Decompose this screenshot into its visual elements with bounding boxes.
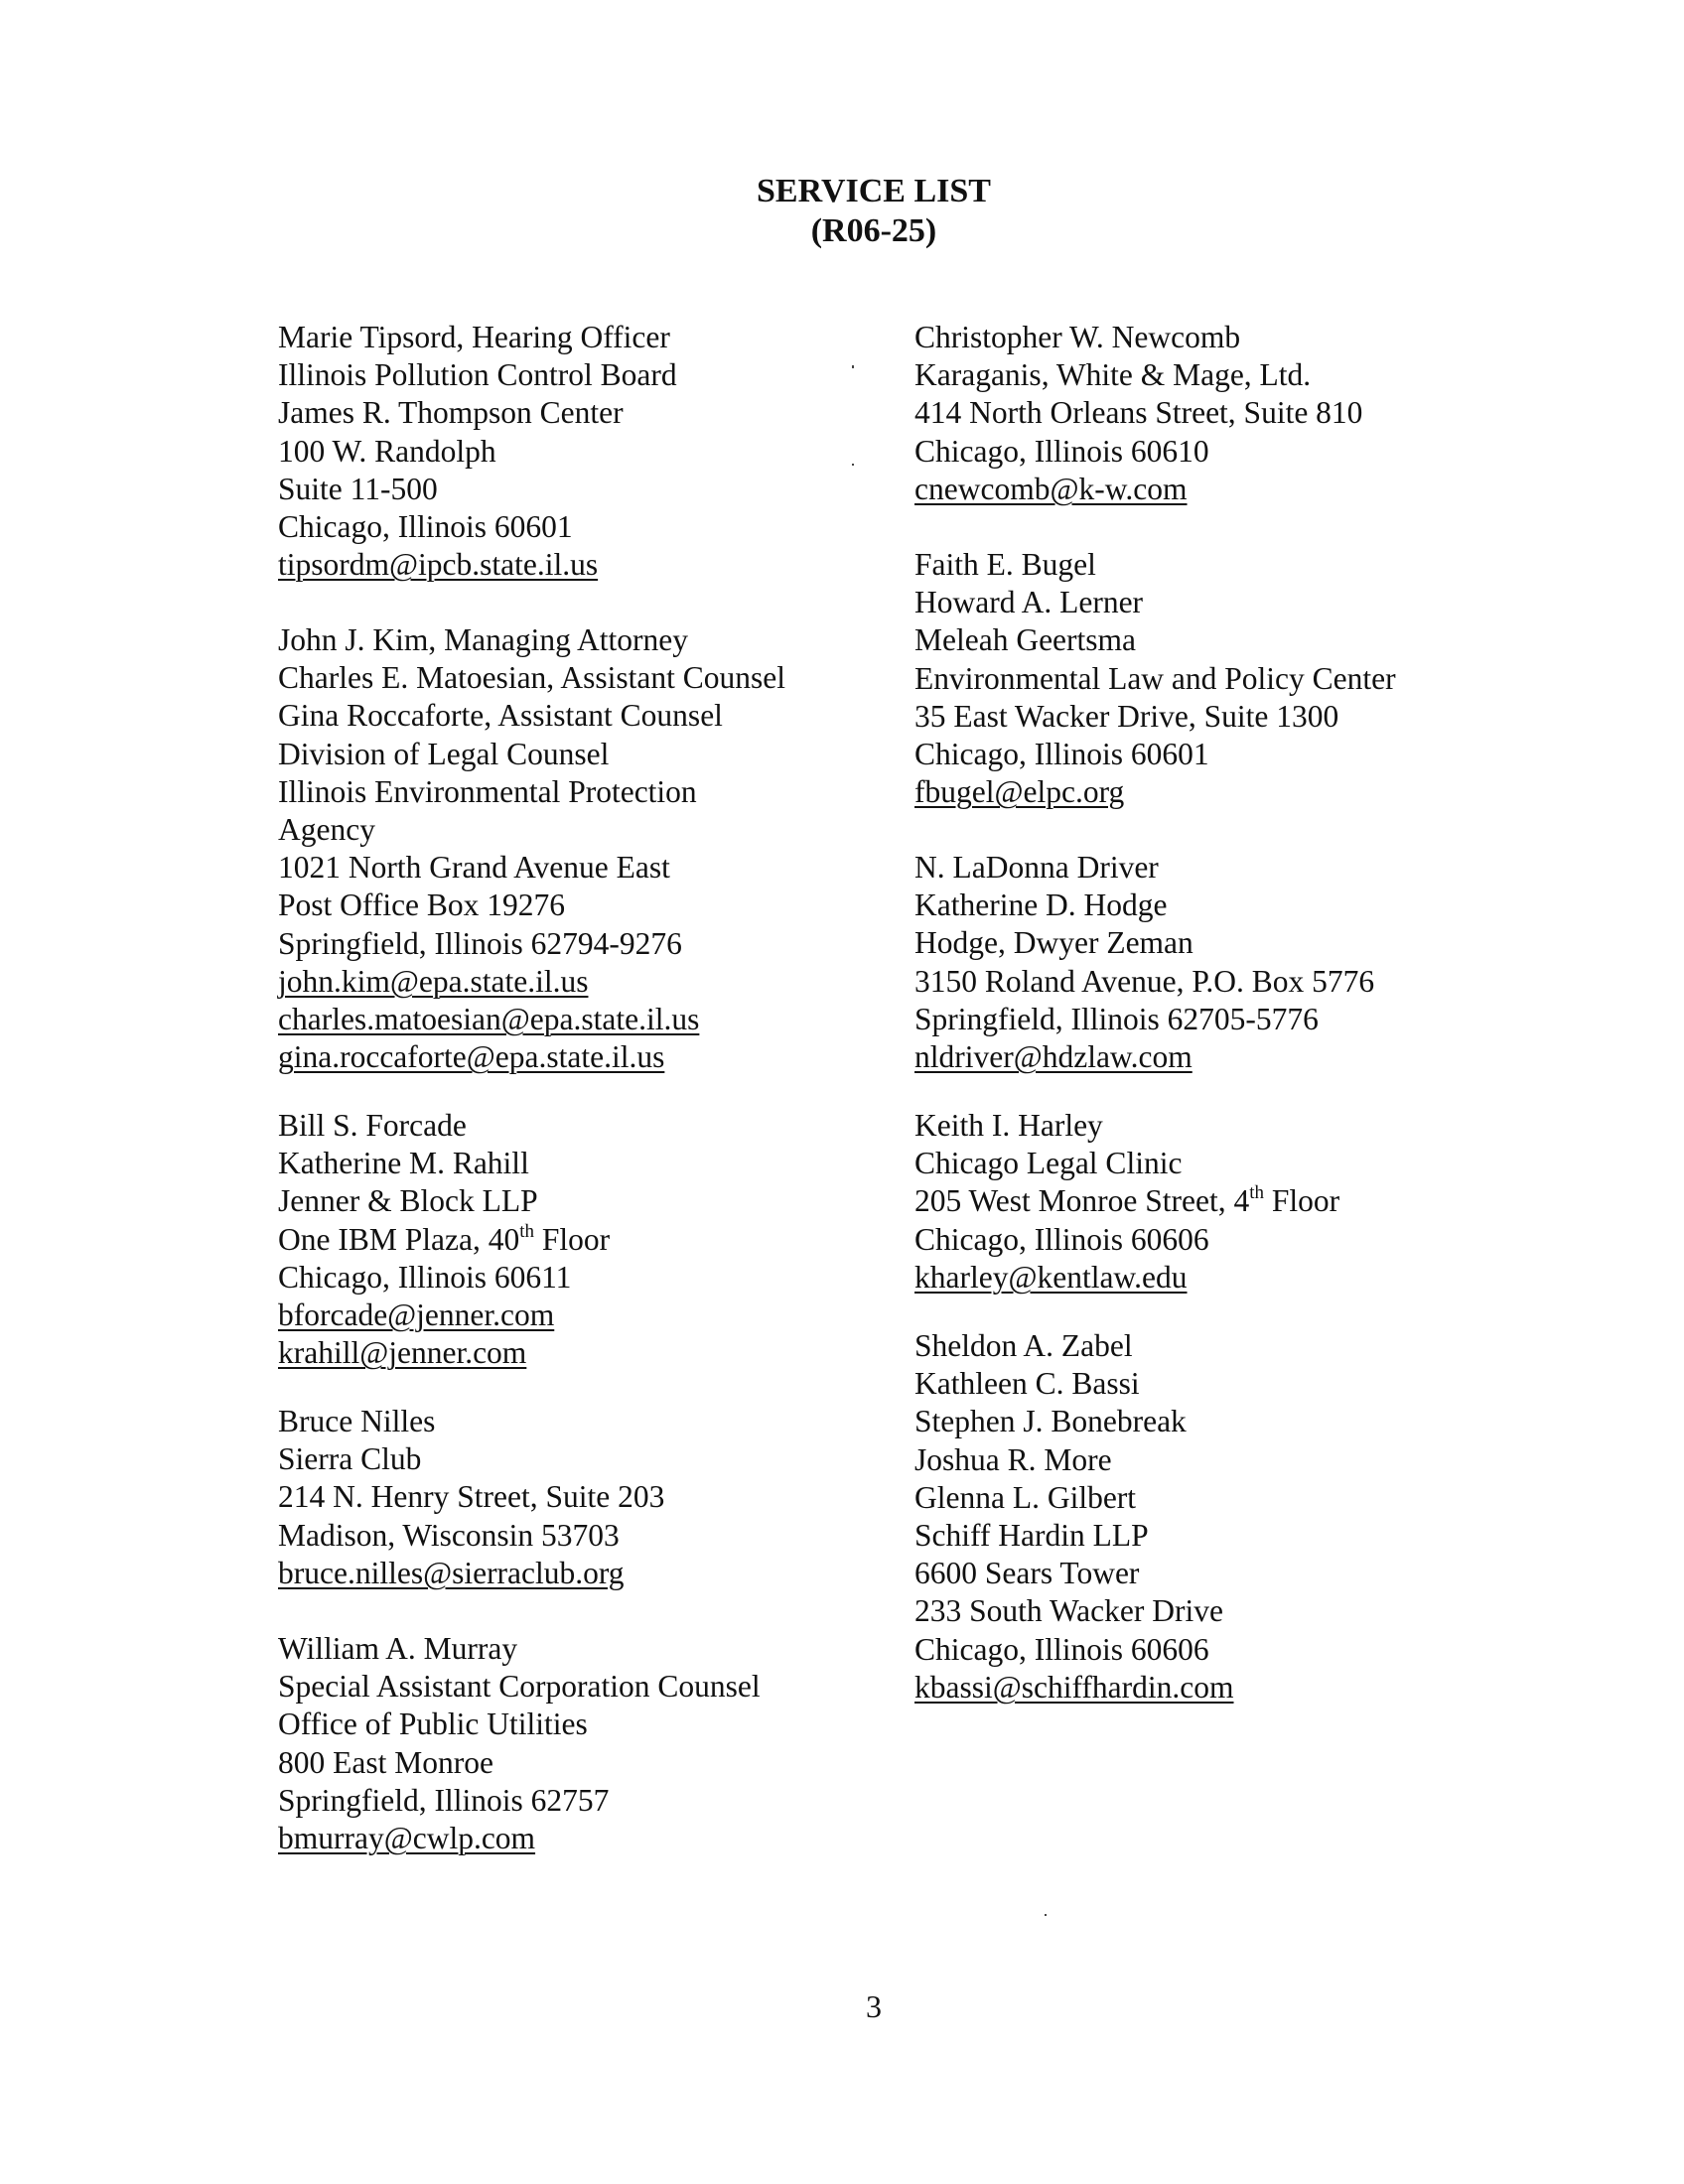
entry-line: Bill S. Forcade xyxy=(278,1108,467,1143)
entry-line: John J. Kim, Managing Attorney xyxy=(278,622,688,657)
entry-line: Karaganis, White & Mage, Ltd. xyxy=(914,357,1312,393)
entry-line: Suite 11-500 xyxy=(278,471,438,506)
page-number: 3 xyxy=(866,1988,882,2024)
entry-line: 800 East Monroe xyxy=(278,1744,493,1780)
entry-line: Agency xyxy=(278,812,375,848)
email-link[interactable]: kbassi@schiffhardin.com xyxy=(914,1669,1234,1705)
service-entry-elpc xyxy=(914,546,1396,811)
entry-line: Special Assistant Corporation Counsel xyxy=(278,1669,761,1705)
entry-line: Springfield, Illinois 62757 xyxy=(278,1782,610,1818)
scan-speck xyxy=(852,464,854,466)
entry-line: Hodge, Dwyer Zeman xyxy=(914,925,1193,961)
entry-line: William A. Murray xyxy=(278,1631,518,1666)
entry-line: 1021 North Grand Avenue East xyxy=(278,850,670,886)
entry-line-floor: 205 West Monroe Street, 4th Floor xyxy=(914,1182,1340,1219)
entry-line: Jenner & Block LLP xyxy=(278,1183,538,1219)
entry-line: Charles E. Matoesian, Assistant Counsel xyxy=(278,660,785,696)
service-entry-harley xyxy=(914,1107,1339,1297)
entry-line: Bruce Nilles xyxy=(278,1404,436,1438)
email-link[interactable]: john.kim@epa.state.il.us xyxy=(278,963,589,999)
scan-speck xyxy=(852,365,854,368)
entry-line: 6600 Sears Tower xyxy=(914,1556,1140,1591)
service-entry-illinois-epa xyxy=(278,621,785,1076)
entry-line: Keith I. Harley xyxy=(914,1108,1103,1143)
entry-line: Katherine D. Hodge xyxy=(914,887,1168,923)
entry-line: N. LaDonna Driver xyxy=(914,850,1159,885)
entry-line: Glenna L. Gilbert xyxy=(914,1479,1137,1515)
entry-line: Chicago, Illinois 60610 xyxy=(914,433,1209,469)
service-entry-murray xyxy=(278,1630,761,1857)
entry-line: Springfield, Illinois 62794-9276 xyxy=(278,925,682,961)
service-entry-sierra-club xyxy=(278,1403,664,1592)
entry-line: Christopher W. Newcomb xyxy=(914,320,1241,354)
entry-line: Illinois Pollution Control Board xyxy=(278,357,677,393)
entry-line: 100 W. Randolph xyxy=(278,433,496,469)
email-link[interactable]: kharley@kentlaw.edu xyxy=(914,1259,1188,1295)
email-link[interactable]: nldriver@hdzlaw.com xyxy=(914,1039,1193,1075)
entry-line: 233 South Wacker Drive xyxy=(914,1593,1223,1629)
email-link[interactable]: bruce.nilles@sierraclub.org xyxy=(278,1555,625,1590)
entry-line: Chicago, Illinois 60601 xyxy=(914,737,1209,772)
entry-line: Marie Tipsord, Hearing Officer xyxy=(278,320,670,354)
entry-line: Kathleen C. Bassi xyxy=(914,1366,1140,1402)
entry-line: Post Office Box 19276 xyxy=(278,887,566,923)
page-title: SERVICE LIST xyxy=(757,173,991,209)
entry-line: Gina Roccaforte, Assistant Counsel xyxy=(278,698,723,734)
entry-line: Meleah Geertsma xyxy=(914,622,1137,658)
entry-line: 3150 Roland Avenue, P.O. Box 5776 xyxy=(914,963,1375,999)
entry-line-floor: One IBM Plaza, 40th Floor xyxy=(278,1220,611,1257)
entry-line: Chicago, Illinois 60611 xyxy=(278,1259,572,1295)
service-entry-tipsord xyxy=(278,319,677,584)
entry-line: Illinois Environmental Protection xyxy=(278,773,697,809)
email-link[interactable]: gina.roccaforte@epa.state.il.us xyxy=(278,1039,665,1075)
entry-line: Katherine M. Rahill xyxy=(278,1146,529,1181)
service-entry-hodge-dwyer xyxy=(914,849,1374,1076)
scan-speck xyxy=(1045,1914,1047,1916)
entry-line: Office of Public Utilities xyxy=(278,1706,588,1742)
entry-line: 35 East Wacker Drive, Suite 1300 xyxy=(914,698,1339,734)
entry-line: Faith E. Bugel xyxy=(914,547,1096,582)
entry-line: Sheldon A. Zabel xyxy=(914,1328,1133,1363)
entry-line: Chicago, Illinois 60606 xyxy=(914,1221,1209,1257)
entry-line: James R. Thompson Center xyxy=(278,395,624,431)
entry-line: 414 North Orleans Street, Suite 810 xyxy=(914,395,1363,431)
email-link[interactable]: fbugel@elpc.org xyxy=(914,774,1125,810)
entry-line: Sierra Club xyxy=(278,1441,422,1477)
entry-line: Howard A. Lerner xyxy=(914,585,1144,620)
entry-line: Schiff Hardin LLP xyxy=(914,1518,1149,1554)
email-link[interactable]: krahill@jenner.com xyxy=(278,1335,527,1371)
entry-line: 214 N. Henry Street, Suite 203 xyxy=(278,1479,665,1515)
email-link[interactable]: bmurray@cwlp.com xyxy=(278,1821,536,1856)
service-entry-jenner-block xyxy=(278,1107,610,1372)
entry-line: Environmental Law and Policy Center xyxy=(914,660,1396,696)
entry-line: Joshua R. More xyxy=(914,1441,1112,1477)
email-link[interactable]: tipsordm@ipcb.state.il.us xyxy=(278,547,599,583)
email-link[interactable]: cnewcomb@k-w.com xyxy=(914,471,1188,506)
entry-line: Chicago, Illinois 60601 xyxy=(278,509,573,545)
entry-line: Madison, Wisconsin 53703 xyxy=(278,1517,620,1553)
email-link[interactable]: charles.matoesian@epa.state.il.us xyxy=(278,1002,700,1037)
docket-number: (R06-25) xyxy=(810,212,937,249)
entry-line: Stephen J. Bonebreak xyxy=(914,1404,1187,1439)
service-entry-newcomb xyxy=(914,319,1362,508)
entry-line: Chicago Legal Clinic xyxy=(914,1146,1183,1181)
entry-line: Springfield, Illinois 62705-5776 xyxy=(914,1001,1319,1036)
entry-line: Chicago, Illinois 60606 xyxy=(914,1631,1209,1667)
email-link[interactable]: bforcade@jenner.com xyxy=(278,1297,555,1333)
entry-line: Division of Legal Counsel xyxy=(278,736,610,771)
service-entry-schiff-hardin xyxy=(914,1327,1234,1706)
